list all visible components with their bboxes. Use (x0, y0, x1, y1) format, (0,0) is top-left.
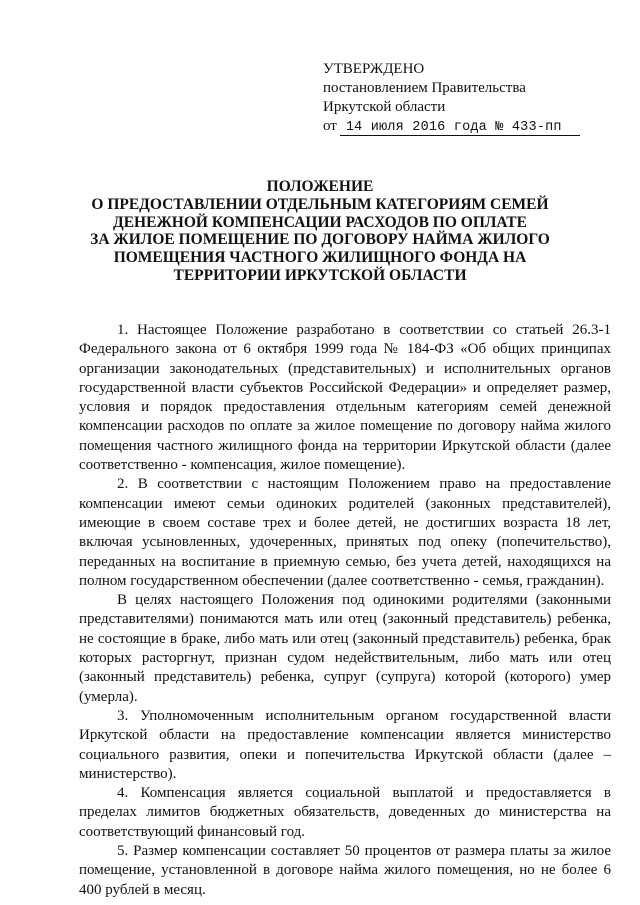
approval-stamp (323, 60, 580, 136)
approval-heading: УТВЕРЖДЕНО (323, 61, 425, 77)
approval-date-value: 14 июля 2016 года № 433-пп (340, 120, 580, 136)
paragraph-2: 2. В соответствии с настоящим Положением право на предоставление компенсации имеют семьи одиноких родителей (законных представителей), имеющие в своем составе трех и более детей, не достигших возраста 18 лет, включая усыновленных, удочеренных, принятых под опеку (попечительство), переданных на воспитание в приемную семью, без учета детей, находящихся на полном государственном обеспечении (далее соответственно - семья, гражданин). (79, 476, 611, 589)
approval-date-line (323, 117, 580, 136)
paragraph-2-definition: В целях настоящего Положения под одинокими родителями (законными представителями) понимаются мать или отец (законный представитель) ребенка, не состоящие в браке, либо мать или отец (законный представитель) ребенка, брак которых расторгнут, признан судом недействительным, либо мать или отец (законный представитель) ребенка, супруг (супруга) которой (которого) умер (умерла). (79, 592, 611, 705)
paragraph-5: 5. Размер компенсации составляет 50 процентов от размера платы за жилое помещение, установленной в договоре найма жилого помещения, но не более 6 400 рублей в месяц. (79, 843, 611, 898)
approval-region: Иркутской области (323, 99, 446, 115)
document-title (60, 178, 580, 285)
approval-authority: постановлением Правительства (323, 80, 526, 96)
title-line-6: ТЕРРИТОРИИ ИРКУТСКОЙ ОБЛАСТИ (173, 266, 467, 284)
title-line-3: ДЕНЕЖНОЙ КОМПЕНСАЦИИ РАСХОДОВ ПО ОПЛАТЕ (113, 213, 527, 231)
title-line-5: ПОМЕЩЕНИЯ ЧАСТНОГО ЖИЛИЩНОГО ФОНДА НА (113, 249, 527, 267)
paragraph-4: 4. Компенсация является социальной выплатой и предоставляется в пределах лимитов бюджетных обязательств, доведенных до министерства на соответствующий финансовый год. (79, 785, 611, 840)
paragraph-1: 1. Настоящее Положение разработано в соответствии со статьей 26.3-1 Федерального закона от 6 октября 1999 года № 184-ФЗ «Об общих принципах организации законодательных (представительных) и исполнительных органов государственной власти субъектов Российской Федерации» и определяет размер, условия и порядок предоставления отдельным категориям семей денежной компенсации расходов по оплате за жилое помещение по договору найма жилого помещения частного жилищного фонда на территории Иркутской области (далее соответственно - компенсация, жилое помещение). (79, 322, 611, 474)
document-body (79, 321, 611, 900)
title-line-2: О ПРЕДОСТАВЛЕНИИ ОТДЕЛЬНЫМ КАТЕГОРИЯМ СЕМЕЙ (91, 195, 549, 213)
paragraph-3: 3. Уполномоченным исполнительным органом государственной власти Иркутской области на предоставление компенсации является министерство социального развития, опеки и попечительства Иркутской области (далее – министерство). (79, 707, 611, 782)
title-line-4: ЗА ЖИЛОЕ ПОМЕЩЕНИЕ ПО ДОГОВОРУ НАЙМА ЖИЛОГО (90, 231, 550, 249)
title-line-1: ПОЛОЖЕНИЕ (266, 178, 374, 195)
approval-date-prefix: от (323, 118, 337, 134)
